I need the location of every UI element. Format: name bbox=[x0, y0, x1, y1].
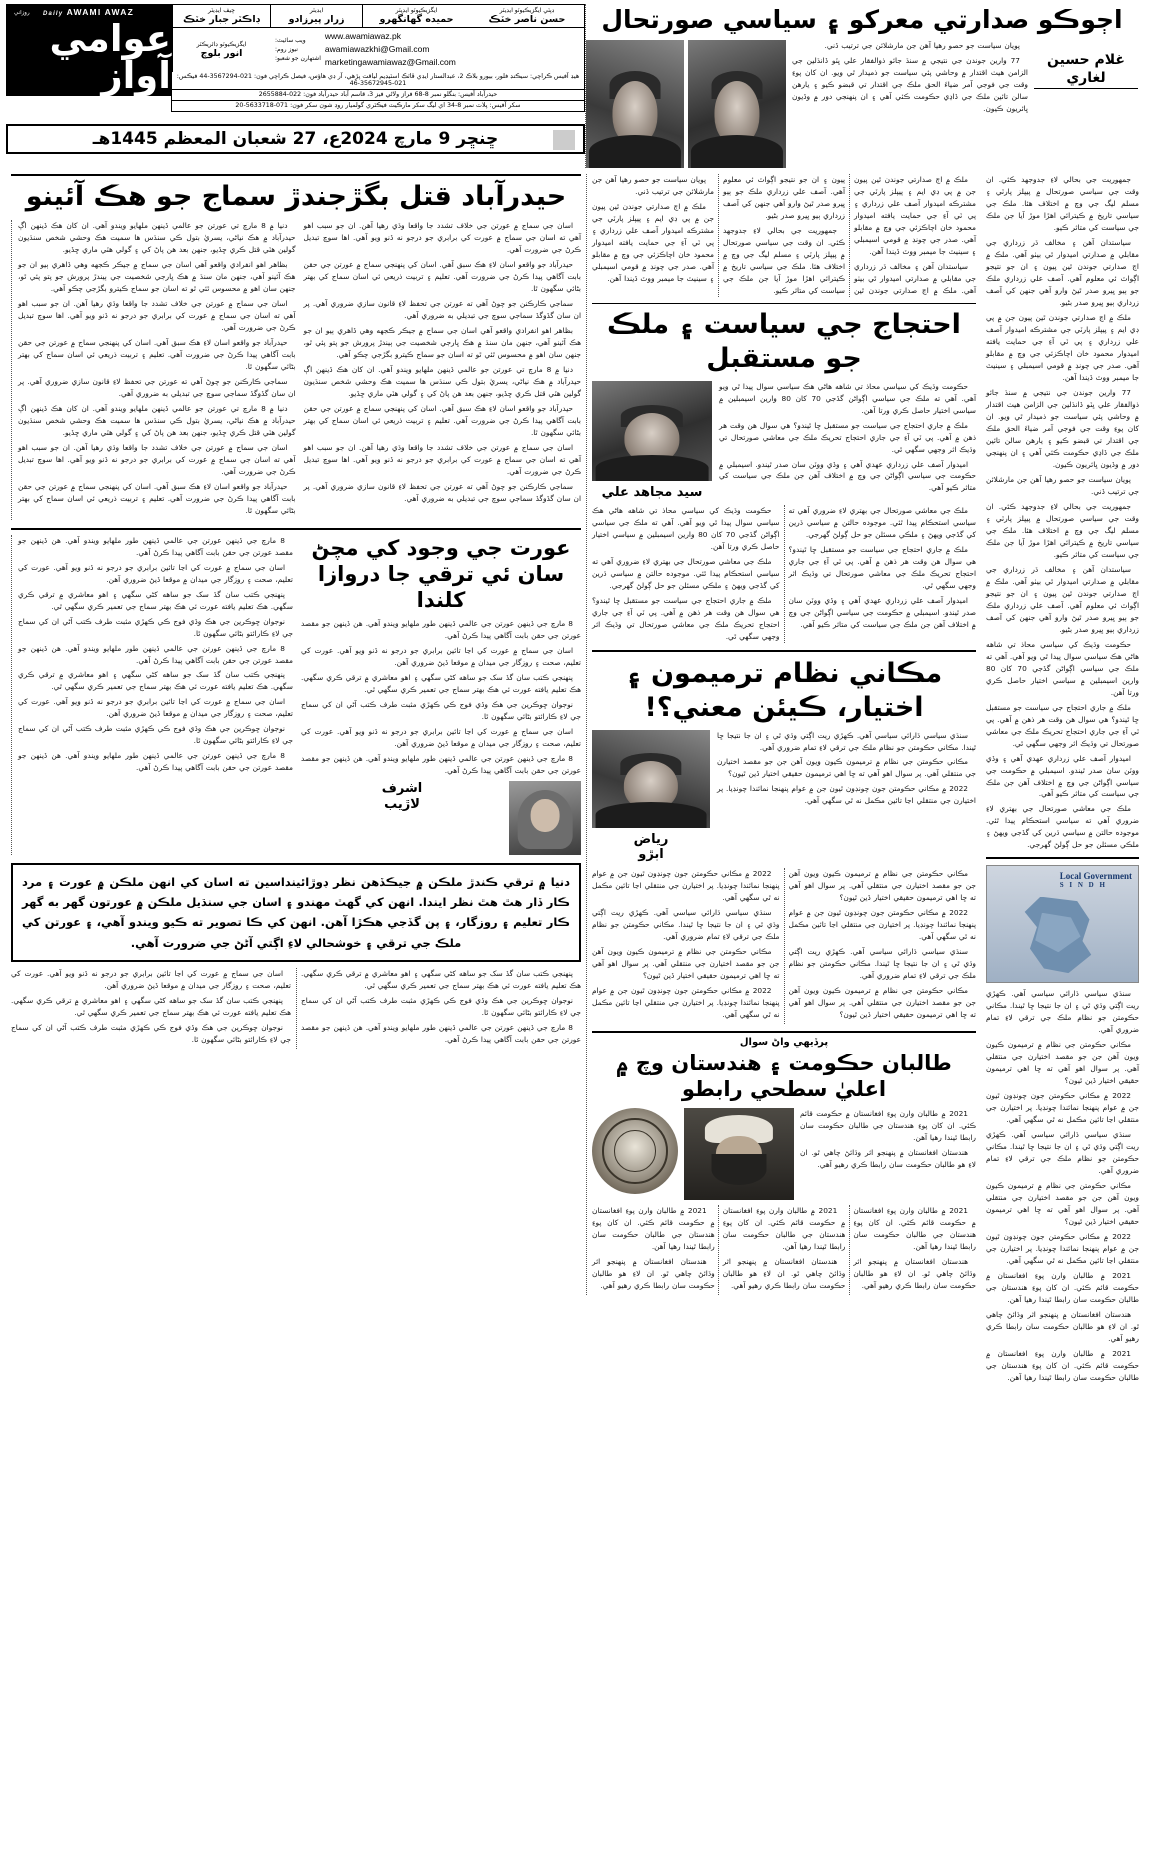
paragraph: اسان جي سماج ۾ عورت کي اڃا تائين برابري جو درجو نه ڏنو ويو آهي. عورت کي تعليم، صحت ۽ روزگار جي ميدان ۾ موقعا ڏيڻ ضروري آهن. bbox=[11, 968, 291, 990]
paragraph: نوجوان ڇوڪرين جي هڪ وڏي فوج ڪي ڪهڙي مثبت طرف ڪتب آڻي ان کي سماج جي لاءِ ڪارائتو بڻائي سگهون ٿا. bbox=[11, 1022, 291, 1044]
column-left bbox=[981, 174, 1144, 1387]
paragraph: اسان جي سماج ۾ عورت کي اڃا تائين برابري جو درجو نه ڏنو ويو آهي. عورت کي تعليم، صحت ۽ روزگار جي ميدان ۾ موقعا ڏيڻ ضروري آهن. bbox=[18, 562, 293, 584]
paragraph: سنڌي سياسي ڌارائي سياسي آهي. ڪهڙي ريت اڳتي وڌي ٿي ۽ ان جا نتيجا ڇا ٿيندا. مڪاني حڪومتن جو نظام ملڪ جي ترقي لاءِ تمام ضروري آهي. bbox=[592, 907, 780, 941]
headline-taliban: طالبان حڪومت ۽ هندستان وچ ۾ اعليٰ سطحي رابطو bbox=[616, 1050, 952, 1101]
paragraph: مڪاني حڪومتن جي نظام ۾ ترميمون ڪيون ويون آهن جن جو مقصد اختيارن جي منتقلي آهي. پر سوال اهو آهي ته ڇا اهي ترميمون حقيقي اختيار ڏين ٿيون؟ bbox=[986, 1181, 1139, 1227]
presidential-lead bbox=[792, 40, 1028, 118]
logo-arabic-title: عوامي آواز bbox=[49, 16, 171, 97]
article-presidential bbox=[585, 4, 1144, 168]
paragraph: هندستان افغانستان ۾ پنهنجو اثر وڌائڻ چاهي ٿو. ان لاءِ هو طالبان حڪومت سان رابطا ڪري رهيو آهي. bbox=[986, 1310, 1139, 1343]
headline-local-govt: مڪاني نظام ترميمون ۽ اختيار، ڪيئن معني؟! bbox=[625, 658, 943, 723]
byline-text: سيد مجاهد علي bbox=[601, 484, 703, 500]
paragraph: اسان جي سماج ۾ عورت کي اڃا تائين برابري جو درجو نه ڏنو ويو آهي. عورت کي تعليم، صحت ۽ روزگار جي ميدان ۾ موقعا ڏيڻ ضروري آهن. bbox=[18, 697, 293, 719]
role-label: ايگزيڪيوٽو ايڊيٽر bbox=[395, 7, 438, 14]
paragraph: 8 مارچ جي ڏينهن عورتن جي عالمي ڏينهن طور ملهايو ويندو آهي. هن ڏينهن جو مقصد عورتن جي حقن بابت آگاهي پيدا ڪرڻ آهي. bbox=[301, 754, 581, 776]
pull-quote-box bbox=[11, 863, 581, 962]
publication-date: ڇنڇر 9 مارچ 2024ع، 27 شعبان المعظم 1445هـ bbox=[92, 129, 499, 149]
paragraph: بظاهر اهو انفرادي واقعو آهي اسان جي سماج ۾ جيڪر ڪجهه وهي ڏاهري ٻيو ان جو هڪ آئينو آهي، جنهن مان سنڌ ۾ هڪ ڀارجي شخصيت جي ٻيندڙ پرورش جو پتو پئي ٿو، جنهن سان اهو ۾ محسوس ٿئي ٿو ته اسان جو سماج ڪيترو بگڙجي چڪو آهي. bbox=[303, 325, 581, 359]
logo-latin-title: AWAMI AWAZ bbox=[66, 6, 134, 17]
pull-quote-text: دنيا ۾ ترقي ڪندڙ ملڪن ۾ جيڪڏهن نظر ڊوڙائينداسين ته اسان کي انهن ملڪن ۾ عورت ۽ مرد ڪار ڏار هٿ هٿ نظر ايندا. انهن کي گهٽ مهندو ۽ اسان جي سنڌيل ملڪن ۾ عورتون گهر به گهر ڪار تعليم ۽ روزگار، ۽ پن گڏجي هڪڙا آهن. انهن کي ڪا تصوير ته ڪيو ويندو آهي، ۽ عورتن کي ملڪ جي ترقي ۽ خوشحالي لاءِ اڳتي آڻڻ جي ضرورت آهي. bbox=[22, 875, 570, 950]
byline-first-name: رياض bbox=[633, 831, 669, 847]
paragraph: سماجي ڪارڪنن جو چوڻ آهي ته عورتن جي تحفظ لاءِ قانون سازي ضروري آهي. پر ان سان گڏوگڏ سماجي سوچ جي تبديلي به ضروري آهي. bbox=[303, 481, 581, 503]
paragraph: پويان سياست جو حصو رهيا آهن جن مارشلائن جي ترتيب ڏني. bbox=[824, 41, 1020, 51]
article-woman bbox=[11, 535, 581, 856]
woman-left-part bbox=[11, 535, 293, 856]
paragraph: اسان جي سماج ۾ عورتن جي خلاف تشدد جا واقعا وڌي رهيا آهن. ان جو سبب اهو آهي ته اسان جي سماج ۾ عورت کي برابري جو درجو نه ڏنو ويو آهي. اها سوچ تبديل ڪرڻ جي ضرورت آهي. bbox=[18, 442, 296, 476]
paragraph: ملڪ جي معاشي صورتحال جي بهتري لاءِ ضروري آهي ته سياسي استحڪام پيدا ٿئي. موجوده حالتن ۾ سياسي ڌرين کي گڏجي ويهڻ ۽ ملڪي مسئلن جو حل ڳولڻ گهرجي. bbox=[788, 506, 976, 540]
logo-latin-name bbox=[43, 7, 134, 17]
paragraph: اسان جي سماج ۾ عورتن جي خلاف تشدد جا واقعا وڌي رهيا آهن. ان جو سبب اهو آهي ته اسان جي سماج ۾ عورت کي برابري جو درجو نه ڏنو ويو آهي. اها سوچ تبديل ڪرڻ جي ضرورت آهي. bbox=[303, 221, 581, 254]
byline-last-name: ابڙو bbox=[638, 847, 664, 863]
paragraph: حڪومت وڌيڪ کي سياسي محاذ تي شاهه هاڻي هڪ سياسي سوال پيدا ٿي ويو آهي. آهي ته ملڪ جي سياسي اڳواڻن گڏجي 70 کان 80 وارين اسيمبلين ۾ سياسي اختيار حاصل ڪري ورتا آهن. bbox=[592, 506, 780, 552]
byline-riaz-abro bbox=[592, 832, 710, 863]
paragraph: نوجوان ڇوڪرين جي هڪ وڏي فوج ڪي ڪهڙي مثبت طرف ڪتب آڻي ان کي سماج جي لاءِ ڪارائتو بڻائي سگهون ٿا. bbox=[18, 616, 293, 638]
local-govt-tail bbox=[986, 988, 1139, 1384]
paragraph: ملڪ جي معاشي صورتحال جي بهتري لاءِ ضروري آهي ته سياسي استحڪام پيدا ٿئي. موجوده حالتن ۾ سياسي ڌرين کي گڏجي ويهڻ ۽ ملڪي مسئلن جو حل ڳولڻ گهرجي. bbox=[986, 804, 1139, 850]
paragraph: نوجوان ڇوڪرين جي هڪ وڏي فوج ڪي ڪهڙي مثبت طرف ڪتب آڻي ان کي سماج جي لاءِ ڪارائتو بڻائي سگهون ٿا. bbox=[301, 700, 581, 722]
paragraph: سماجي ڪارڪنن جو چوڻ آهي ته عورتن جي تحفظ لاءِ قانون سازي ضروري آهي. پر ان سان گڏوگڏ سماجي سوچ جي تبديلي به ضروري آهي. bbox=[303, 298, 581, 320]
photo-riaz-abro bbox=[592, 730, 710, 828]
paragraph: 77 وارين جوندن جي نتيجي ۾ سنڌ جائو ذوالفقار علي ڀٽو ڏانڌلين جي الزامن هيٺ اقتدار ۾ وحاشي پئي سياست جو ذميدار ٿي ويو. ان کان پوءِ وقت جي فوجي آمر ضياءَ الحق ملڪ جي اقتدار تي قبضو ڪيو ۽ يارهن سالن تائين ملڪ جي ڏاڍي حڪومت ڪئي آهي ۽ ان پنهنجي دور ۾ وڏيون ڀائريون ڪيون. bbox=[791, 56, 1028, 114]
name-label: ڊاڪٽر جبار خٽڪ bbox=[183, 14, 260, 25]
paragraph: هندستان افغانستان ۾ پنهنجو اثر وڌائڻ چاهي ٿو. ان لاءِ هو طالبان حڪومت سان رابطا ڪري رهيو آهي. bbox=[800, 1147, 976, 1169]
contact-label-website: ويب سائيٽ: bbox=[275, 36, 306, 44]
paragraph: 2021 ۾ طالبان وارن پوءِ افغانستان ۾ حڪومت قائم ڪئي. ان کان پوءِ هندستان جي طالبان حڪومت سان رابطا ٿيندا رهيا آهن. bbox=[986, 1271, 1139, 1305]
hyderabad-col-2 bbox=[304, 220, 582, 520]
paragraph: جمهوريت جي بحالي لاءِ جدوجهد ڪئي. ان وقت جي سياسي صورتحال ۾ پيپلز پارٽي ۽ مسلم ليگ جي وچ ۾ اختلاف هئا. ملڪ جي سياسي تاريخ ۾ ڪيترائي اهڙا موڙ آيا جن ملڪ جي سياست کي متاثر ڪيو. bbox=[986, 501, 1139, 559]
byline-syed-mujahid-ali bbox=[592, 485, 712, 501]
masthead-region bbox=[6, 4, 585, 154]
map-label: Local Government S I N D H bbox=[1059, 871, 1132, 890]
paragraph: 8 مارچ جي ڏينهن عورتن جي عالمي ڏينهن طور ملهايو ويندو آهي. هن ڏينهن جو مقصد عورتن جي حقن بابت آگاهي پيدا ڪرڻ آهي. bbox=[301, 1022, 581, 1044]
staff-chief-editor bbox=[172, 5, 270, 27]
masthead-staff bbox=[171, 4, 585, 122]
paragraph: 8 مارچ جي ڏينهن عورتن جي عالمي ڏينهن طور ملهايو ويندو آهي. هن ڏينهن جو مقصد عورتن جي حقن بابت آگاهي پيدا ڪرڻ آهي. bbox=[18, 643, 293, 665]
role-label: ڊپٽي ايگزيڪيوٽو ايڊيٽر bbox=[499, 7, 555, 14]
office-sukkur: سکر آفيس: پلاٽ نمبر 8-34 اي ليگ سکر مارڪيٽ فيڪٽري گولميار روڊ شون سکر فون: 071-5633718-20 bbox=[171, 101, 585, 112]
paragraph: اسان جي سماج ۾ عورتن جي خلاف تشدد جا واقعا وڌي رهيا آهن. ان جو سبب اهو آهي ته اسان جي سماج ۾ عورت کي برابري جو درجو نه ڏنو ويو آهي. اها سوچ تبديل ڪرڻ جي ضرورت آهي. bbox=[18, 298, 296, 332]
headline-protest: احتجاج جي سياست ۽ ملڪ جو مستقبل bbox=[607, 309, 961, 374]
paragraph: سماجي ڪارڪنن جو چوڻ آهي ته عورتن جي تحفظ لاءِ قانون سازي ضروري آهي. پر ان سان گڏوگڏ سماجي سوچ جي تبديلي به ضروري آهي. bbox=[18, 376, 296, 398]
date-bar bbox=[6, 124, 585, 154]
paragraph: ملڪ ۾ جاري احتجاج جي سياست جو مستقبل ڇا ٿيندو؟ هي سوال هن وقت هر ذهن ۾ آهي. پي ٽي آءِ جي جاري احتجاج تحريڪ ملڪ جي معاشي صورتحال تي وڌيڪ اثر وجهي سگهي ٿي. bbox=[719, 420, 976, 454]
paragraph: اسان جي سماج ۾ عورت کي اڃا تائين برابري جو درجو نه ڏنو ويو آهي. عورت کي تعليم، صحت ۽ روزگار جي ميدان ۾ موقعا ڏيڻ ضروري آهن. bbox=[301, 727, 581, 749]
contact-values bbox=[325, 30, 456, 70]
presidential-tail bbox=[986, 174, 1139, 851]
byline-ghulam-hussain-lagari bbox=[1034, 52, 1138, 89]
column-middle bbox=[586, 174, 981, 1295]
paragraph: حيدرآباد جو واقعو اسان لاءِ هڪ سبق آهي. اسان کي پنهنجي سماج ۾ عورتن جي حقن بابت آگاهي پيدا ڪرڻ جي ضرورت آهي. تعليم ۽ تربيت ذريعي ئي اسان سماج کي بهتر بڻائي سگهون ٿا. bbox=[303, 403, 581, 437]
paragraph: جمهوريت جي بحالي لاءِ جدوجهد ڪئي. ان وقت جي سياسي صورتحال ۾ پيپلز پارٽي ۽ مسلم ليگ جي وچ ۾ اختلاف هئا. ملڪ جي سياسي تاريخ ۾ ڪيترائي اهڙا موڙ آيا جن ملڪ جي سياست کي متاثر ڪيو. bbox=[723, 226, 845, 296]
paragraph: دنيا ۾ 8 مارچ تي عورتن جو عالمي ڏينهن ملهايو ويندو آهي. ان کان هڪ ڏينهن اڳ حيدرآباد ۾ هڪ نياڻي، يسريٰ بتول ڪي سنڌس ها سميت هڪ وحشي شخص سنڌيون گولين هٽي قتل ڪري ڇڏيو، جنهن بعد هن پاڻ کي ۽ گولي هٽي ماري ڇڏيو. bbox=[18, 221, 296, 254]
protest-body bbox=[592, 505, 976, 643]
role-label: چيف ايڊيٽر bbox=[208, 7, 235, 14]
paragraph: ملڪ ۾ جاري احتجاج جي سياست جو مستقبل ڇا ٿيندو؟ هي سوال هن وقت هر ذهن ۾ آهي. پي ٽي آءِ جي جاري احتجاج تحريڪ ملڪ جي معاشي صورتحال تي وڌيڪ اثر وجهي سگهي ٿي. bbox=[788, 545, 976, 591]
paragraph: مڪاني حڪومتن جي نظام ۾ ترميمون ڪيون ويون آهن جن جو مقصد اختيارن جي منتقلي آهي. پر سوال اهو آهي ته ڇا اهي ترميمون حقيقي اختيار ڏين ٿيون؟ bbox=[717, 757, 976, 779]
woman-col-1 bbox=[12, 535, 293, 775]
paragraph: مڪاني حڪومتن جي نظام ۾ ترميمون ڪيون ويون آهن جن جو مقصد اختيارن جي منتقلي آهي. پر سوال اهو آهي ته ڇا اهي ترميمون حقيقي اختيار ڏين ٿيون؟ bbox=[592, 946, 780, 980]
paragraph: حڪومت وڌيڪ کي سياسي محاذ تي شاهه هاڻي هڪ سياسي سوال پيدا ٿي ويو آهي. آهي ته ملڪ جي سياسي اڳواڻن گڏجي 70 کان 80 وارين اسيمبلين ۾ سياسي اختيار حاصل ڪري ورتا آهن. bbox=[986, 639, 1139, 697]
contact-labels bbox=[275, 36, 321, 64]
paragraph: اميدوار آصف علي زرداري عهدي آهي ۽ وڏي ووٽن سان صدر ٿيندو. اسيمبلي ۾ حڪومت جي سياسي اڳواڻن جي وچ ۾ اختلاف آهن جن ملڪ جي سياست کي متاثر ڪيو آهي. bbox=[719, 459, 976, 493]
paragraph: پنهنجي ڪتب سان گڏ سک جو ساهه کڻي سگهي ۽ اهو معاشري ۾ ترقي ڪري سگهي. هڪ تعليم يافته عورت ئي هڪ بهتر سماج جي تعمير ڪري سگهي ٿي. bbox=[18, 670, 293, 692]
newspaper-logo[interactable] bbox=[6, 4, 171, 96]
paragraph: پنهنجي ڪتب سان گڏ سک جو ساهه کڻي سگهي ۽ اهو معاشري ۾ ترقي ڪري سگهي. هڪ تعليم يافته عورت ئي هڪ بهتر سماج جي تعمير ڪري سگهي ٿي. bbox=[11, 995, 291, 1017]
paragraph: 2021 ۾ طالبان وارن پوءِ افغانستان ۾ حڪومت قائم ڪئي. ان کان پوءِ هندستان جي طالبان حڪومت سان رابطا ٿيندا رهيا آهن. bbox=[800, 1109, 976, 1142]
paragraph: 8 مارچ جي ڏينهن عورتن جي عالمي ڏينهن طور ملهايو ويندو آهي. هن ڏينهن جو مقصد عورتن جي حقن بابت آگاهي پيدا ڪرڻ آهي. bbox=[18, 535, 293, 557]
staff-row-top bbox=[171, 4, 585, 27]
contact-website[interactable]: www.awamiawaz.pk bbox=[324, 31, 401, 41]
woman-col-2 bbox=[301, 618, 581, 777]
paragraph: پنهنجي ڪتب سان گڏ سک جو ساهه کڻي سگهي ۽ اهو معاشري ۾ ترقي ڪري سگهي. هڪ تعليم يافته عورت ئي هڪ بهتر سماج جي تعمير ڪري سگهي ٿي. bbox=[18, 589, 293, 611]
staff-exec-director bbox=[172, 28, 270, 72]
protest-lead bbox=[719, 381, 976, 501]
paragraph: دنيا ۾ 8 مارچ تي عورتن جو عالمي ڏينهن ملهايو ويندو آهي. ان کان هڪ ڏينهن اڳ حيدرآباد ۾ هڪ نياڻي، يسريٰ بتول ڪي سنڌس ها سميت هڪ وحشي شخص سنڌيون گولين هٽي قتل ڪري ڇڏيو، جنهن بعد هن پاڻ کي ۽ گولي هٽي ماري ڇڏيو. bbox=[303, 364, 581, 398]
taliban-lead bbox=[800, 1108, 976, 1174]
paragraph: 77 وارين جوندن جي نتيجي ۾ سنڌ جائو ذوالفقار علي ڀٽو ڏانڌلين جي الزامن هيٺ اقتدار ۾ وحاشي پئي سياست جو ذميدار ٿي ويو. ان کان پوءِ وقت جي فوجي آمر ضياءَ الحق ملڪ جي اقتدار تي قبضو ڪيو ۽ يارهن سالن تائين ملڪ جي ڏاڍي حڪومت ڪئي آهي ۽ ان پنهنجي دور ۾ وڏيون ڀائريون ڪيون. bbox=[986, 387, 1139, 469]
photo-politician-1 bbox=[688, 40, 786, 168]
hyderabad-col-1 bbox=[11, 220, 296, 520]
office-karachi: هيڊ آفيس ڪراچي: سيڪنڊ فلور، بيورو بلاڪ 2، عبدالستار ايڊي ڦاٽڪ اسٽيڊيم لياقت پڙهي، آر ڊي هاؤس، فيصل ڪراچي فون: 021-3567294-44 فيڪس: 021-35672945-46 bbox=[171, 72, 585, 90]
headline-woman-line2: سان ئي ترقي جا دروازا کلندا bbox=[317, 561, 565, 613]
contact-ads-email[interactable]: marketingawamiawaz@Gmail.com bbox=[324, 57, 456, 68]
paragraph: سنڌي سياسي ڌارائي سياسي آهي. ڪهڙي ريت اڳتي وڌي ٿي ۽ ان جا نتيجا ڇا ٿيندا. مڪاني حڪومتن جو نظام ملڪ جي ترقي لاءِ تمام ضروري آهي. bbox=[788, 946, 976, 980]
local-govt-lead bbox=[717, 730, 976, 863]
paragraph: نوجوان ڇوڪرين جي هڪ وڏي فوج ڪي ڪهڙي مثبت طرف ڪتب آڻي ان کي سماج جي لاءِ ڪارائتو بڻائي سگهون ٿا. bbox=[301, 995, 581, 1017]
paragraph: پنهنجي ڪتب سان گڏ سک جو ساهه کڻي سگهي ۽ اهو معاشري ۾ ترقي ڪري سگهي. هڪ تعليم يافته عورت ئي هڪ بهتر سماج جي تعمير ڪري سگهي ٿي. bbox=[301, 673, 581, 695]
paragraph: 2022 ۾ مڪاني حڪومتن جون چونڊون ٿيون جن ۾ عوام پنهنجا نمائندا چونڊيا. پر اختيارن جي منتقلي اڃا تائين مڪمل نه ٿي سگهي آهي. bbox=[592, 868, 780, 902]
role-label: ايگزيڪيوٽو ڊائريڪٽر bbox=[196, 40, 247, 48]
isi-badge-icon bbox=[592, 1108, 678, 1194]
woman-right-part bbox=[301, 535, 581, 856]
paragraph: سياستدان آهن ۽ مخالف ڌر زرداري جي مقابلي ۾ صدارتي اميدوار ٿي بيٺو آهي. ملڪ ۾ اڄ صدارتي جوندن ٿين پيون ۽ ان جو نتيجو اڳواٽ ئي معلوم آهي. آصف علي زرداري ملڪ جو ٻيو ڀيرو صدر ٿيڻ وارو آهي جنهن کي آصف زرداري ٻيو ڀيرو صدر بڻيو. bbox=[986, 564, 1139, 634]
paragraph: 2021 ۾ طالبان وارن پوءِ افغانستان ۾ حڪومت قائم ڪئي. ان کان پوءِ هندستان جي طالبان حڪومت سان رابطا ٿيندا رهيا آهن. bbox=[722, 1206, 846, 1251]
paragraph: پويان سياست جو حصو رهيا آهن جن مارشلائن جي ترتيب ڏني. bbox=[986, 474, 1139, 496]
paragraph: 2021 ۾ طالبان وارن پوءِ افغانستان ۾ حڪومت قائم ڪئي. ان کان پوءِ هندستان جي طالبان حڪومت سان رابطا ٿيندا رهيا آهن. bbox=[986, 1348, 1139, 1382]
paragraph: بظاهر اهو انفرادي واقعو آهي اسان جي سماج ۾ جيڪر ڪجهه وهي ڏاهري ٻيو ان جو هڪ آئينو آهي، جنهن مان سنڌ ۾ هڪ ڀارجي شخصيت جي ٻيندڙ پرورش جو پتو پئي ٿو، جنهن سان اهو ۾ محسوس ٿئي ٿو ته اسان جو سماج ڪيترو بگڙجي چڪو آهي. bbox=[18, 259, 296, 293]
photo-syed-mujahid-ali bbox=[592, 381, 712, 481]
name-label: انور بلوچ bbox=[200, 47, 243, 59]
photo-ashraf-larib bbox=[509, 781, 581, 855]
staff-editor bbox=[270, 5, 362, 27]
paragraph: حيدرآباد جو واقعو اسان لاءِ هڪ سبق آهي. اسان کي پنهنجي سماج ۾ عورتن جي حقن بابت آگاهي پيدا ڪرڻ جي ضرورت آهي. تعليم ۽ تربيت ذريعي ئي اسان سماج کي بهتر بڻائي سگهون ٿا. bbox=[18, 337, 296, 371]
headline-hyderabad: حيدرآباد قتل بگڙجندڙ سماج جو هڪ آئينو bbox=[25, 181, 567, 213]
paragraph: 8 مارچ جي ڏينهن عورتن جي عالمي ڏينهن طور ملهايو ويندو آهي. هن ڏينهن جو مقصد عورتن جي حقن بابت آگاهي پيدا ڪرڻ آهي. bbox=[18, 751, 293, 773]
paragraph: 2022 ۾ مڪاني حڪومتن جون چونڊون ٿيون جن ۾ عوام پنهنجا نمائندا چونڊيا. پر اختيارن جي منتقلي اڃا تائين مڪمل نه ٿي سگهي آهي. bbox=[788, 907, 976, 941]
paragraph: سنڌي سياسي ڌارائي سياسي آهي. ڪهڙي ريت اڳتي وڌي ٿي ۽ ان جا نتيجا ڇا ٿيندا. مڪاني حڪومتن جو نظام ملڪ جي ترقي لاءِ تمام ضروري آهي. bbox=[986, 1130, 1139, 1176]
paragraph: دنيا ۾ 8 مارچ تي عورتن جو عالمي ڏينهن ملهايو ويندو آهي. ان کان هڪ ڏينهن اڳ حيدرآباد ۾ هڪ نياڻي، يسريٰ بتول ڪي سنڌس ها سميت هڪ وحشي شخص سنڌيون گولين هٽي قتل ڪري ڇڏيو، جنهن بعد هن پاڻ کي ۽ گولي هٽي ماري ڇڏيو. bbox=[18, 403, 296, 437]
paragraph: اميدوار آصف علي زرداري عهدي آهي ۽ وڏي ووٽن سان صدر ٿيندو. اسيمبلي ۾ حڪومت جي سياسي اڳواڻن جي وچ ۾ اختلاف آهن جن ملڪ جي سياست کي متاثر ڪيو آهي. bbox=[788, 596, 976, 630]
masthead bbox=[6, 4, 585, 122]
photo-politician-2 bbox=[586, 40, 684, 168]
paragraph: هندستان افغانستان ۾ پنهنجو اثر وڌائڻ چاهي ٿو. ان لاءِ هو طالبان حڪومت سان رابطا ڪري رهيو آهي. bbox=[592, 1256, 715, 1290]
paragraph: سنڌي سياسي ڌارائي سياسي آهي. ڪهڙي ريت اڳتي وڌي ٿي ۽ ان جا نتيجا ڇا ٿيندا. مڪاني حڪومتن جو نظام ملڪ جي ترقي لاءِ تمام ضروري آهي. bbox=[986, 989, 1139, 1035]
paragraph: نوجوان ڇوڪرين جي هڪ وڏي فوج ڪي ڪهڙي مثبت طرف ڪتب آڻي ان کي سماج جي لاءِ ڪارائتو بڻائي سگهون ٿا. bbox=[18, 724, 293, 746]
paragraph: ملڪ ۾ جاري احتجاج جي سياست جو مستقبل ڇا ٿيندو؟ هي سوال هن وقت هر ذهن ۾ آهي. پي ٽي آءِ جي جاري احتجاج تحريڪ ملڪ جي معاشي صورتحال تي وڌيڪ اثر وجهي سگهي ٿي. bbox=[592, 596, 780, 642]
paragraph: 2022 ۾ مڪاني حڪومتن جون چونڊون ٿيون جن ۾ عوام پنهنجا نمائندا چونڊيا. پر اختيارن جي منتقلي اڃا تائين مڪمل نه ٿي سگهي آهي. bbox=[986, 1232, 1139, 1266]
presidential-continued bbox=[592, 174, 976, 297]
contact-label-newsroom: نيوز روم: bbox=[275, 46, 298, 54]
local-govt-body bbox=[592, 868, 976, 1024]
date-bar-square bbox=[553, 130, 575, 150]
paragraph: ملڪ جي معاشي صورتحال جي بهتري لاءِ ضروري آهي ته سياسي استحڪام پيدا ٿئي. موجوده حالتن ۾ سياسي ڌرين کي گڏجي ويهڻ ۽ ملڪي مسئلن جو حل ڳولڻ گهرجي. bbox=[592, 557, 780, 591]
paragraph: مڪاني حڪومتن جي نظام ۾ ترميمون ڪيون ويون آهن جن جو مقصد اختيارن جي منتقلي آهي. پر سوال اهو آهي ته ڇا اهي ترميمون حقيقي اختيار ڏين ٿيون؟ bbox=[788, 985, 976, 1019]
staff-exec-editor bbox=[362, 5, 470, 27]
paragraph: 2022 ۾ مڪاني حڪومتن جون چونڊون ٿيون جن ۾ عوام پنهنجا نمائندا چونڊيا. پر اختيارن جي منتقلي اڃا تائين مڪمل نه ٿي سگهي آهي. bbox=[986, 1091, 1139, 1125]
photo-taliban-official bbox=[684, 1108, 794, 1200]
sindh-map-image bbox=[986, 865, 1139, 983]
name-label: حسن ناصر خٽڪ bbox=[488, 14, 566, 25]
paragraph: مڪاني حڪومتن جي نظام ۾ ترميمون ڪيون ويون آهن جن جو مقصد اختيارن جي منتقلي آهي. پر سوال اهو آهي ته ڇا اهي ترميمون حقيقي اختيار ڏين ٿيون؟ bbox=[788, 868, 976, 902]
paragraph: حڪومت وڌيڪ کي سياسي محاذ تي شاهه هاڻي هڪ سياسي سوال پيدا ٿي ويو آهي. آهي ته ملڪ جي سياسي اڳواڻن گڏجي 70 کان 80 وارين اسيمبلين ۾ سياسي اختيار حاصل ڪري ورتا آهن. bbox=[719, 381, 976, 415]
byline-last-name: لاڙيب bbox=[384, 796, 420, 812]
byline-text: غلام حسين لغاري bbox=[1047, 52, 1125, 86]
staff-deputy-exec-editor bbox=[470, 5, 584, 27]
paragraph: 2022 ۾ مڪاني حڪومتن جون چونڊون ٿيون جن ۾ عوام پنهنجا نمائندا چونڊيا. پر اختيارن جي منتقلي اڃا تائين مڪمل نه ٿي سگهي آهي. bbox=[592, 985, 780, 1019]
paragraph: اسان جي سماج ۾ عورتن جي خلاف تشدد جا واقعا وڌي رهيا آهن. ان جو سبب اهو آهي ته اسان جي سماج ۾ عورت کي برابري جو درجو نه ڏنو ويو آهي. اها سوچ تبديل ڪرڻ جي ضرورت آهي. bbox=[303, 442, 581, 476]
paragraph: ملڪ ۾ جاري احتجاج جي سياست جو مستقبل ڇا ٿيندو؟ هي سوال هن وقت هر ذهن ۾ آهي. پي ٽي آءِ جي جاري احتجاج تحريڪ ملڪ جي معاشي صورتحال تي وڌيڪ اثر وجهي سگهي ٿي. bbox=[986, 702, 1139, 748]
presidential-photos bbox=[586, 40, 786, 168]
contact-newsroom-email[interactable]: awamiawazkhi@Gmail.com bbox=[324, 44, 430, 55]
paragraph: پويان سياست جو حصو رهيا آهن جن مارشلائن جي ترتيب ڏني. bbox=[592, 175, 714, 197]
byline-first-name: اشرف bbox=[381, 781, 423, 797]
paragraph: سياستدان آهن ۽ مخالف ڌر زرداري جي مقابلي ۾ صدارتي اميدوار ٿي بيٺو آهي. ملڪ ۾ اڄ صدارتي جوندن ٿين پيون ۽ ان جو نتيجو اڳواٽ ئي معلوم آهي. آصف علي زرداري ملڪ جو ٻيو ڀيرو صدر ٿيڻ وارو آهي جنهن کي آصف زرداري ٻيو ڀيرو صدر بڻيو. bbox=[723, 175, 976, 296]
paragraph: اميدوار آصف علي زرداري عهدي آهي ۽ وڏي ووٽن سان صدر ٿيندو. اسيمبلي ۾ حڪومت جي سياسي اڳواڻن جي وچ ۾ اختلاف آهن جن ملڪ جي سياست کي متاثر ڪيو آهي. bbox=[986, 753, 1139, 799]
paragraph: پنهنجي ڪتب سان گڏ سک جو ساهه کڻي سگهي ۽ اهو معاشري ۾ ترقي ڪري سگهي. هڪ تعليم يافته عورت ئي هڪ بهتر سماج جي تعمير ڪري سگهي ٿي. bbox=[301, 968, 581, 990]
paragraph: 2021 ۾ طالبان وارن پوءِ افغانستان ۾ حڪومت قائم ڪئي. ان کان پوءِ هندستان جي طالبان حڪومت سان رابطا ٿيندا رهيا آهن. bbox=[853, 1206, 976, 1251]
paragraph: هندستان افغانستان ۾ پنهنجو اثر وڌائڻ چاهي ٿو. ان لاءِ هو طالبان حڪومت سان رابطا ڪري رهيو آهي. bbox=[853, 1256, 976, 1290]
headline-woman-line1: عورت جي وجود کي مچڻ bbox=[311, 535, 571, 560]
paragraph: ملڪ ۾ اڄ صدارتي جوندن ٿين پيون جن ۾ پي ڊي ايم ۽ پيپلز پارٽي جي مشترڪه اميدوار آصف علي زرداري ۽ پي ٽي آءِ جي حمايت يافته اميدوار محمود خان اچاڪزئي جي وچ ۾ مقابلو آهي. صدر جي چونڊ ۾ قومي اسيمبلي ۽ سينيٽ جا ميمبر ووٽ ڏيندا آهن. bbox=[592, 202, 714, 284]
contact-block bbox=[270, 28, 584, 72]
paragraph: 8 مارچ جي ڏينهن عورتن جي عالمي ڏينهن طور ملهايو ويندو آهي. هن ڏينهن جو مقصد عورتن جي حقن بابت آگاهي پيدا ڪرڻ آهي. bbox=[301, 619, 581, 641]
paragraph: ملڪ ۾ اڄ صدارتي جوندن ٿين پيون جن ۾ پي ڊي ايم ۽ پيپلز پارٽي جي مشترڪه اميدوار آصف علي زرداري ۽ پي ٽي آءِ جي حمايت يافته اميدوار محمود خان اچاڪزئي جي وچ ۾ مقابلو آهي. صدر جي چونڊ ۾ قومي اسيمبلي ۽ سينيٽ جا ميمبر ووٽ ڏيندا آهن. bbox=[986, 313, 1139, 382]
name-label: زرار پيرزادو bbox=[288, 14, 345, 25]
role-label: ايڊيٽر bbox=[309, 7, 324, 14]
hyderabad-body bbox=[11, 220, 581, 520]
protest-photo-block bbox=[592, 381, 712, 501]
column-right bbox=[6, 174, 586, 1048]
name-label: حميده گهانگهرو bbox=[379, 14, 454, 25]
map-label-sub: S I N D H bbox=[1059, 881, 1107, 890]
local-govt-photo-block bbox=[592, 730, 710, 863]
taliban-body bbox=[592, 1205, 976, 1295]
paragraph: جمهوريت جي بحالي لاءِ جدوجهد ڪئي. ان وقت جي سياسي صورتحال ۾ پيپلز پارٽي ۽ مسلم ليگ جي وچ ۾ اختلاف هئا. ملڪ جي سياسي تاريخ ۾ ڪيترائي اهڙا موڙ آيا جن ملڪ جي سياست کي متاثر ڪيو. bbox=[986, 175, 1139, 233]
logo-latin-prefix: Daily bbox=[43, 10, 64, 17]
paragraph: مڪاني حڪومتن جي نظام ۾ ترميمون ڪيون ويون آهن جن جو مقصد اختيارن جي منتقلي آهي. پر سوال اهو آهي ته ڇا اهي ترميمون حقيقي اختيار ڏين ٿيون؟ bbox=[986, 1040, 1139, 1086]
paragraph: حيدرآباد جو واقعو اسان لاءِ هڪ سبق آهي. اسان کي پنهنجي سماج ۾ عورتن جي حقن بابت آگاهي پيدا ڪرڻ جي ضرورت آهي. تعليم ۽ تربيت ذريعي ئي اسان سماج کي بهتر بڻائي سگهون ٿا. bbox=[303, 259, 581, 293]
paragraph: سنڌي سياسي ڌارائي سياسي آهي. ڪهڙي ريت اڳتي وڌي ٿي ۽ ان جا نتيجا ڇا ٿيندا. مڪاني حڪومتن جو نظام ملڪ جي ترقي لاءِ تمام ضروري آهي. bbox=[717, 730, 976, 752]
paragraph: ملڪ ۾ اڄ صدارتي جوندن ٿين پيون جن ۾ پي ڊي ايم ۽ پيپلز پارٽي جي مشترڪه اميدوار آصف علي زرداري ۽ پي ٽي آءِ جي حمايت يافته اميدوار محمود خان اچاڪزئي جي وچ ۾ مقابلو آهي. صدر جي چونڊ ۾ قومي اسيمبلي ۽ سينيٽ جا ميمبر ووٽ ڏيندا آهن. bbox=[854, 175, 976, 257]
contact-label-ads: اشتهارن جو شعبو: bbox=[275, 55, 321, 63]
headline-presidential: اڄوڪو صدارتي معركو ۽ سياسي صورتحال bbox=[601, 5, 1123, 34]
paragraph: 2022 ۾ مڪاني حڪومتن جون چونڊون ٿيون جن ۾ عوام پنهنجا نمائندا چونڊيا. پر اختيارن جي منتقلي اڃا تائين مڪمل نه ٿي سگهي آهي. bbox=[717, 784, 976, 806]
kicker-foreign-affairs: پرڏيهي واڻ سوال bbox=[739, 1036, 829, 1048]
paragraph: 2021 ۾ طالبان وارن پوءِ افغانستان ۾ حڪومت قائم ڪئي. ان کان پوءِ هندستان جي طالبان حڪومت سان رابطا ٿيندا رهيا آهن. bbox=[592, 1206, 715, 1251]
byline-ashraf bbox=[301, 781, 503, 812]
paragraph: هندستان افغانستان ۾ پنهنجو اثر وڌائڻ چاهي ٿو. ان لاءِ هو طالبان حڪومت سان رابطا ڪري رهيو آهي. bbox=[722, 1256, 846, 1290]
office-hyderabad: حيدرآباد آفيس: بنگلو نمبر 8-68 فراز ولاڻي فيز 3، قاسم آباد حيدرآباد فون: 022-2655884 bbox=[171, 90, 585, 101]
woman-continued bbox=[11, 968, 581, 1049]
logo-tagline: روزاني bbox=[14, 10, 30, 16]
paragraph: حيدرآباد جو واقعو اسان لاءِ هڪ سبق آهي. اسان کي پنهنجي سماج ۾ عورتن جي حقن بابت آگاهي پيدا ڪرڻ جي ضرورت آهي. تعليم ۽ تربيت ذريعي ئي اسان سماج کي بهتر بڻائي سگهون ٿا. bbox=[18, 481, 296, 515]
paragraph: سياستدان آهن ۽ مخالف ڌر زرداري جي مقابلي ۾ صدارتي اميدوار ٿي بيٺو آهي. ملڪ ۾ اڄ صدارتي جوندن ٿين پيون ۽ ان جو نتيجو اڳواٽ ئي معلوم آهي. آصف علي زرداري ملڪ جو ٻيو ڀيرو صدر ٿيڻ وارو آهي جنهن کي آصف زرداري ٻيو ڀيرو صدر بڻيو. bbox=[986, 238, 1139, 308]
staff-row-contact bbox=[171, 27, 585, 72]
paragraph: اسان جي سماج ۾ عورت کي اڃا تائين برابري جو درجو نه ڏنو ويو آهي. عورت کي تعليم، صحت ۽ روزگار جي ميدان ۾ موقعا ڏيڻ ضروري آهن. bbox=[301, 646, 581, 668]
